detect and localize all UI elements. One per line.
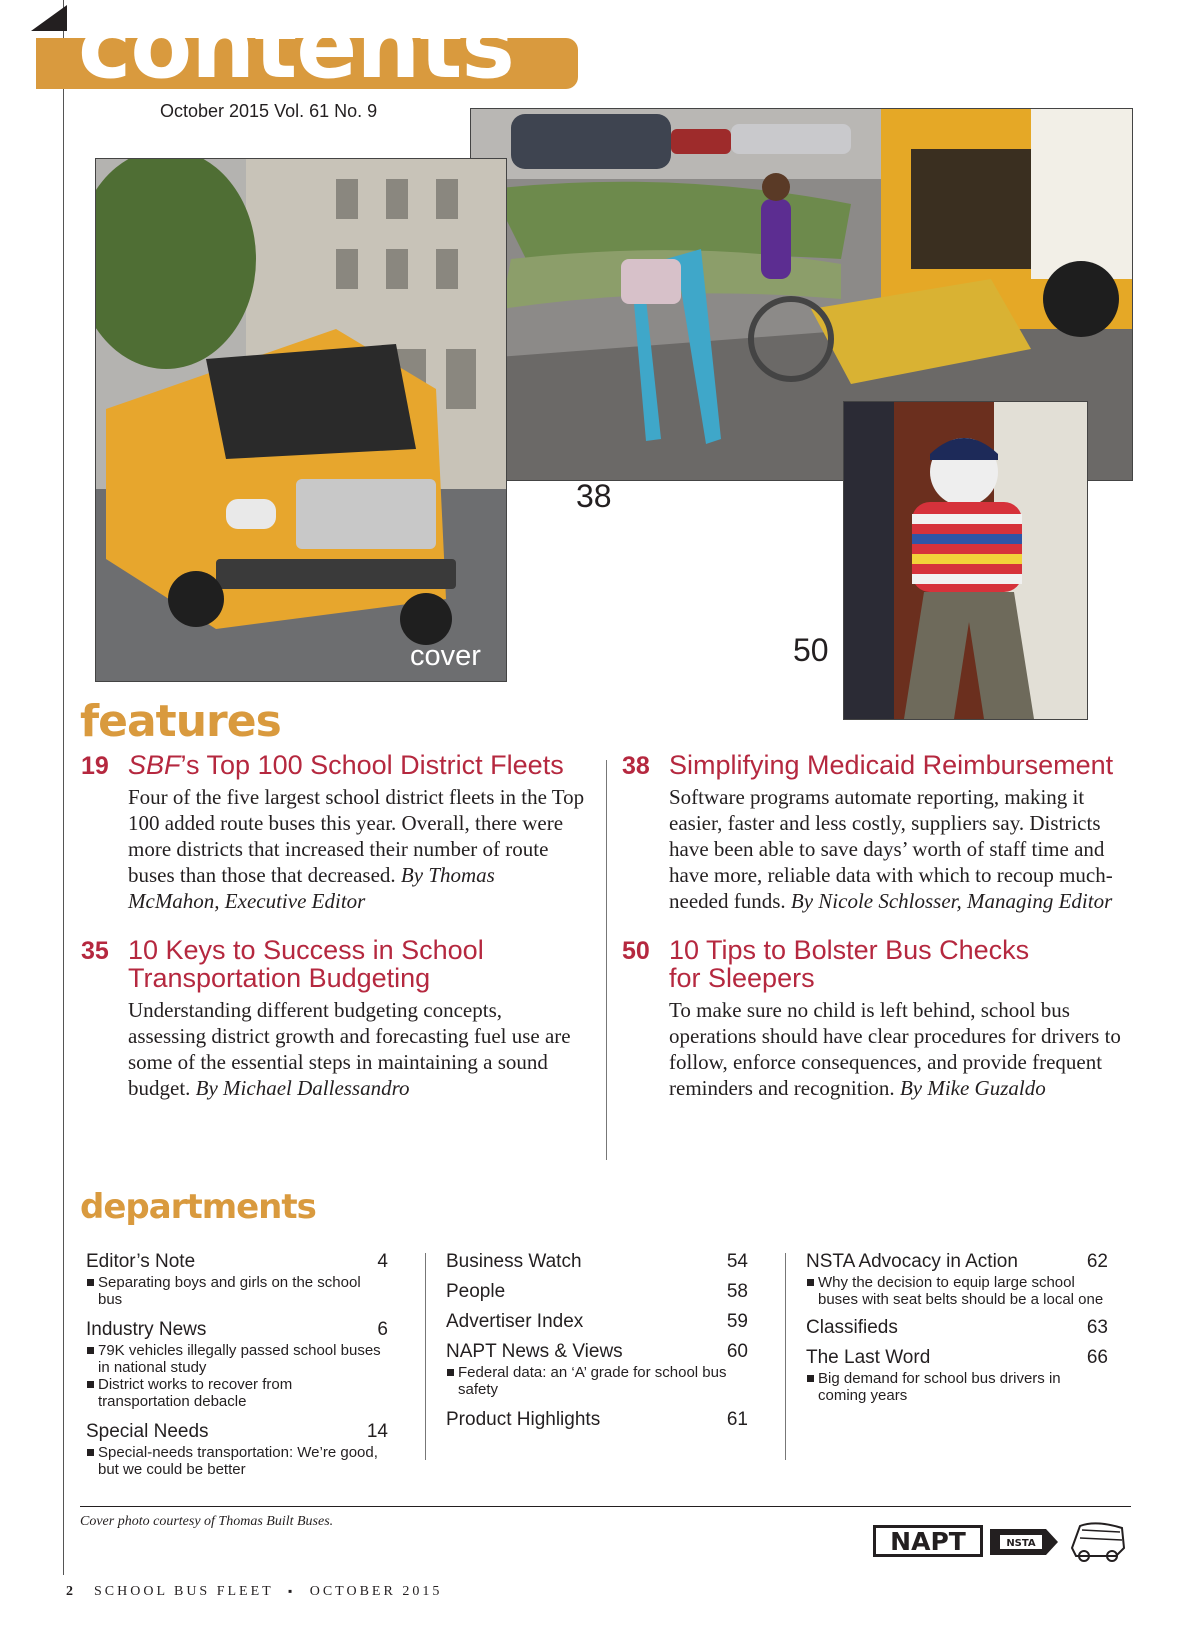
- feature-item[interactable]: [622, 937, 1142, 1107]
- cover-credit: Cover photo courtesy of Thomas Built Buses.: [80, 1514, 334, 1529]
- feature-page: 50: [622, 937, 650, 965]
- nsta-logo: [990, 1527, 1058, 1562]
- dept-subtopic: [86, 1274, 388, 1308]
- feature-title[interactable]: 10 Tips to Bolster Bus Checks for Sleepers: [669, 935, 1030, 993]
- feature-desc: Four of the five largest school district fleets in the Top 100 added route buses this year. Overall, there were more districts that increased their number of route buses than those that decreased.: [128, 785, 585, 887]
- issue-line: October 2015 Vol. 61 No. 9: [160, 101, 378, 121]
- dept-item[interactable]: [86, 1318, 388, 1410]
- dept-label: Classifieds: [806, 1317, 898, 1338]
- bullet-icon: [807, 1279, 814, 1286]
- feature-body: [669, 784, 1124, 914]
- dept-subtopic-text: Big demand for school bus drivers in coming years: [818, 1370, 1061, 1404]
- dept-item[interactable]: [806, 1316, 1108, 1340]
- school-bus-logo-icon: [1066, 1518, 1128, 1569]
- feature-byline: By Nicole Schlosser, Managing Editor: [790, 889, 1113, 913]
- dept-label: NSTA Advocacy in Action: [806, 1251, 1018, 1272]
- photo-page-38: 38: [576, 478, 612, 514]
- dept-subtopic: [86, 1444, 388, 1478]
- dept-label: The Last Word: [806, 1347, 931, 1368]
- dept-item[interactable]: [446, 1310, 748, 1334]
- dept-label: People: [446, 1281, 506, 1302]
- napt-logo-text: NAPT: [890, 1527, 966, 1556]
- dept-item[interactable]: [806, 1346, 1108, 1404]
- dept-page: 4: [377, 1251, 388, 1272]
- dept-item[interactable]: [446, 1340, 748, 1398]
- feature-title-prefix: SBF: [128, 750, 181, 780]
- feature-title[interactable]: 10 Keys to Success in School Transportation Budgeting: [128, 935, 484, 993]
- cover-photo: [95, 158, 507, 682]
- publication-date: OCTOBER 2015: [309, 1584, 443, 1599]
- dept-label: Advertiser Index: [446, 1311, 584, 1332]
- dept-page: 61: [726, 1409, 748, 1430]
- folio-separator: ▪: [287, 1584, 296, 1598]
- departments-column-3: [806, 1250, 1108, 1410]
- dept-subtopic: [806, 1370, 1108, 1404]
- dept-subtopic-text: Special-needs transportation: We’re good, but we could be better: [98, 1444, 378, 1478]
- corner-mark: [31, 5, 67, 31]
- dept-item[interactable]: [446, 1408, 748, 1432]
- departments-divider: [785, 1253, 786, 1460]
- feature-byline: By Thomas McMahon, Executive Editor: [128, 863, 495, 913]
- dept-subtopic: [446, 1364, 748, 1398]
- feature-title[interactable]: [128, 751, 608, 779]
- bullet-icon: [807, 1375, 814, 1382]
- bullet-icon: [87, 1279, 94, 1286]
- dept-page: 54: [726, 1251, 748, 1272]
- dept-subtopic: [806, 1274, 1108, 1308]
- feature-page: 35: [81, 937, 109, 965]
- features-heading: features: [80, 696, 281, 747]
- photo-page-50: 50: [793, 632, 829, 668]
- feature-desc: Software programs automate reporting, making it easier, faster and less costly, suppliers say. Districts have been able to save days’ worth of staff time and have more, reliable data with which to recoup much-needed funds.: [669, 785, 1113, 913]
- feature-title-text: ’s Top 100 School District Fleets: [180, 750, 564, 780]
- dept-subtopic-text: 79K vehicles illegally passed school buses in national study: [98, 1342, 381, 1376]
- dept-subtopic: [86, 1342, 388, 1376]
- dept-subtopic: [86, 1376, 388, 1410]
- page-title: contents: [78, 0, 514, 99]
- departments-divider: [425, 1253, 426, 1460]
- dept-page: 60: [726, 1341, 748, 1362]
- feature-item[interactable]: [622, 752, 1142, 912]
- dept-subtopic-text: Federal data: an ‘A’ grade for school bus safety: [458, 1364, 727, 1398]
- dept-page: 59: [726, 1311, 748, 1332]
- bullet-icon: [87, 1381, 94, 1388]
- dept-page: 63: [1086, 1317, 1108, 1338]
- feature-body: [128, 997, 583, 1101]
- publication-name: SCHOOL BUS FLEET: [94, 1584, 274, 1599]
- bullet-icon: [447, 1369, 454, 1376]
- dept-page: 6: [377, 1319, 388, 1340]
- feature-body: [669, 997, 1124, 1101]
- napt-logo: [873, 1525, 983, 1562]
- bullet-icon: [87, 1347, 94, 1354]
- dept-page: 14: [366, 1421, 388, 1442]
- dept-item[interactable]: [806, 1250, 1108, 1308]
- dept-item[interactable]: [446, 1280, 748, 1304]
- feature-item[interactable]: [81, 752, 601, 912]
- nsta-logo-text: NSTA: [1006, 1538, 1036, 1549]
- dept-label: Business Watch: [446, 1251, 582, 1272]
- dept-label: Industry News: [86, 1319, 207, 1340]
- dept-label: Product Highlights: [446, 1409, 601, 1430]
- cover-label: cover: [410, 640, 481, 672]
- departments-heading: departments: [80, 1187, 316, 1227]
- dept-label: NAPT News & Views: [446, 1341, 623, 1362]
- footer-rule: [80, 1506, 1131, 1507]
- dept-subtopic-text: Separating boys and girls on the school bus: [98, 1274, 361, 1308]
- margin-rule: [63, 0, 64, 1575]
- dept-page: 62: [1086, 1251, 1108, 1272]
- page-number: 2: [66, 1584, 76, 1599]
- feature-body: [128, 784, 588, 914]
- folio: [66, 1584, 442, 1600]
- dept-label: Special Needs: [86, 1421, 209, 1442]
- feature-byline: By Mike Guzaldo: [899, 1076, 1046, 1100]
- feature-title[interactable]: Simplifying Medicaid Reimbursement: [669, 750, 1114, 780]
- feature-desc: Understanding different budgeting concepts, assessing district growth and forecasting fuel use are some of the essential steps in maintaining a sound budget.: [128, 998, 571, 1100]
- bullet-icon: [87, 1449, 94, 1456]
- dept-item[interactable]: [446, 1250, 748, 1274]
- dept-subtopic-text: Why the decision to equip large school buses with seat belts should be a local one: [818, 1274, 1104, 1308]
- features-divider: [606, 760, 607, 1160]
- feature-desc: To make sure no child is left behind, school bus operations should have clear procedures for drivers to follow, enforce consequences, and provide frequent reminders and recognition.: [669, 998, 1121, 1100]
- dept-label: Editor’s Note: [86, 1251, 196, 1272]
- dept-subtopic-text: District works to recover from transportation debacle: [98, 1376, 293, 1410]
- departments-column-2: [446, 1250, 748, 1438]
- dummy-photo: [843, 401, 1088, 720]
- departments-column-1: [86, 1250, 388, 1484]
- feature-page: 38: [622, 752, 650, 780]
- dept-page: 58: [726, 1281, 748, 1302]
- feature-item[interactable]: [81, 937, 601, 1107]
- feature-byline: By Michael Dallessandro: [195, 1076, 410, 1100]
- feature-page: 19: [81, 752, 109, 780]
- dept-page: 66: [1086, 1347, 1108, 1368]
- dept-item[interactable]: [86, 1420, 388, 1478]
- dept-item[interactable]: [86, 1250, 388, 1308]
